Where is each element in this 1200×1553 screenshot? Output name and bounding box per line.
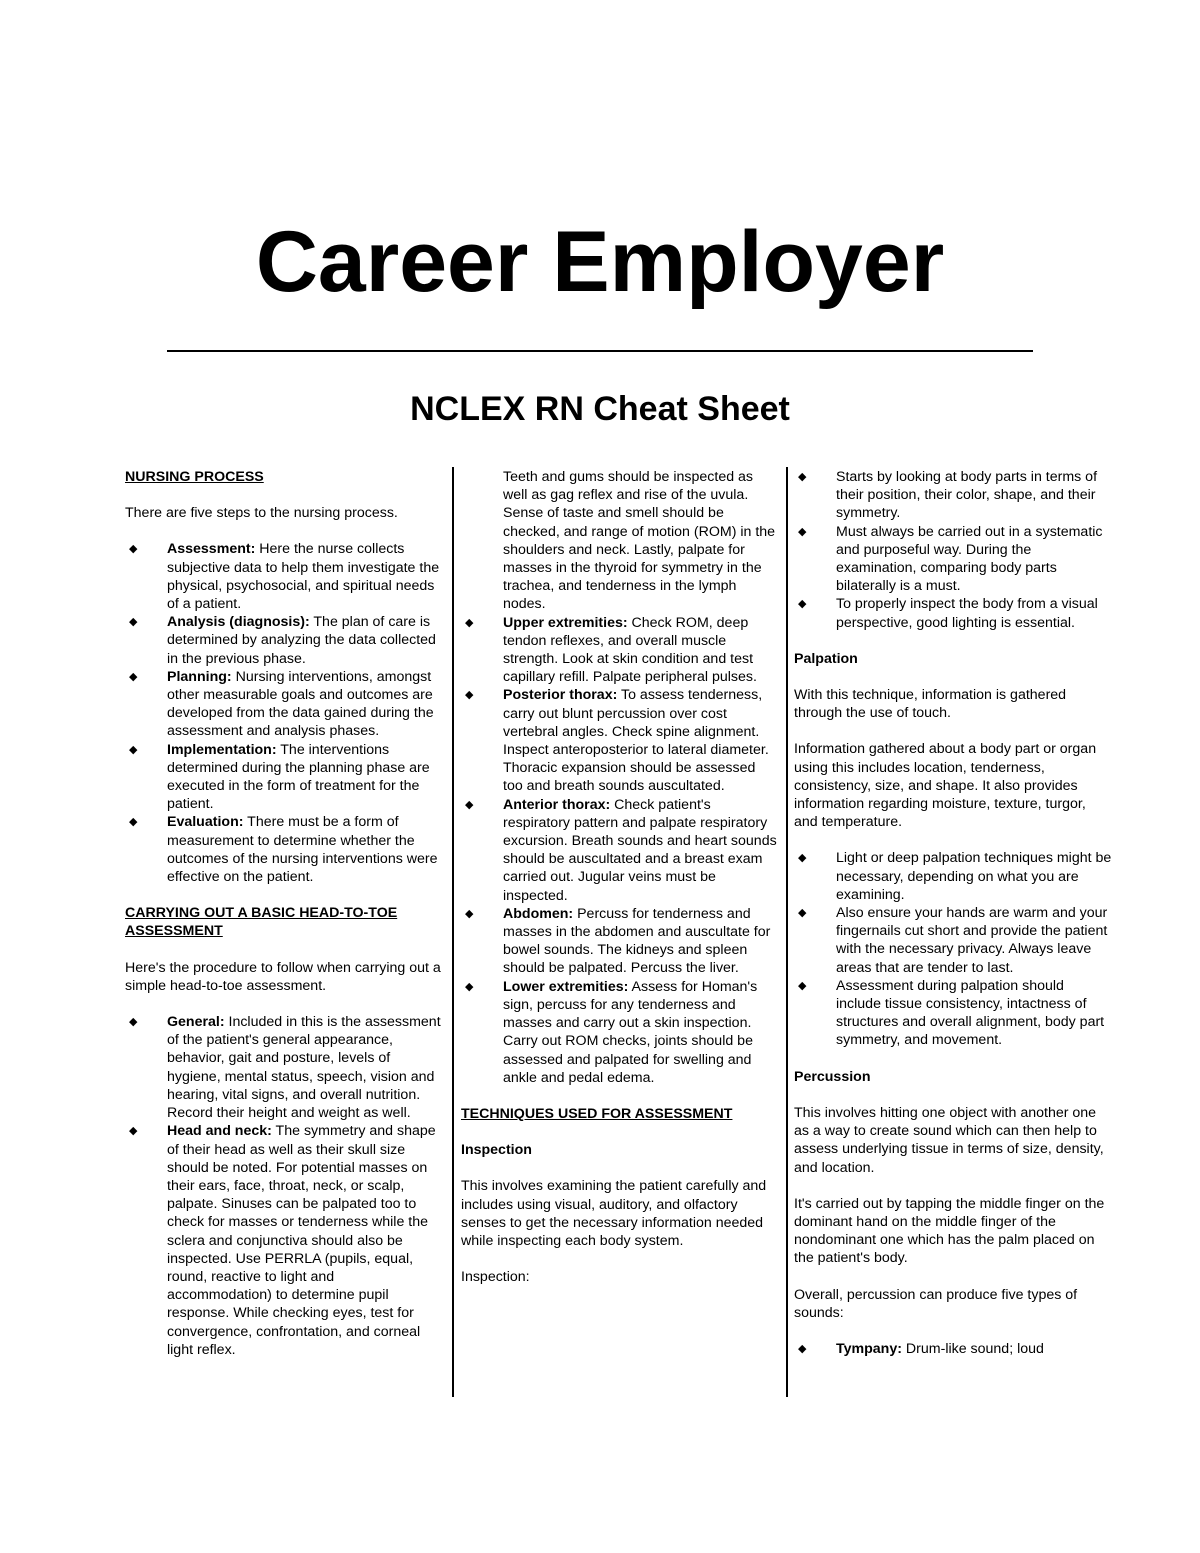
list-item <box>461 614 779 687</box>
item-text: The plan of care is determined by analyzing the data collected in the previous phase. <box>167 614 436 667</box>
list-item <box>794 468 1112 523</box>
percussion-sounds-list <box>794 1340 1112 1358</box>
list-item <box>125 741 443 814</box>
bullet-icon: ◆ <box>798 471 807 483</box>
palpation-list <box>794 849 1112 1049</box>
item-label: Abdomen: <box>503 905 574 922</box>
bullet-icon: ◆ <box>465 980 474 993</box>
column-right <box>794 468 1112 1358</box>
item-label: General: <box>167 1014 225 1031</box>
inspection-list <box>794 468 1112 632</box>
item-label: Tympany: <box>836 1340 902 1357</box>
item-label: Anterior thorax: <box>503 796 611 813</box>
item-text: Included in this is the assessment of the patient's general appearance, behavior, gait and posture, levels of hygiene, mental status, speech, vision and hearing, vital signs, and overall nutrition. Record their height and weight as well. <box>167 1014 441 1122</box>
item-label: Posterior thorax: <box>503 687 618 704</box>
subheading-inspection: Inspection <box>461 1142 532 1159</box>
list-item <box>125 668 443 741</box>
list-item <box>125 1122 443 1359</box>
item-text: There must be a form of measurement to determine whether the outcomes of the nursing interventions were effective on the patient. <box>167 814 438 886</box>
bullet-icon: ◆ <box>465 798 474 811</box>
list-item <box>794 849 1112 904</box>
percussion-paragraph-2: It's carried out by tapping the middle finger on the dominant hand on the middle finger of the nondominant one which has the palm placed on the patient's body. <box>794 1195 1105 1267</box>
item-text: To properly inspect the body from a visual perspective, good lighting is essential. <box>836 596 1098 631</box>
bullet-icon: ◆ <box>798 1342 807 1355</box>
list-item <box>461 905 779 978</box>
column-left <box>125 468 443 1359</box>
item-text: Here the nurse collects subjective data to help them investigate the physical, psychosocial, and spiritual needs of a patient. <box>167 541 440 613</box>
bullet-icon: ◆ <box>798 598 807 611</box>
section-heading-nursing-process: NURSING PROCESS <box>125 469 264 485</box>
item-text: The interventions determined during the planning phase are executed in the form of treatment for the patient. <box>167 741 430 813</box>
list-item <box>794 1340 1112 1358</box>
list-item <box>794 977 1112 1050</box>
inspection-text: This involves examining the patient carefully and includes using visual, auditory, and olfactory senses to get the necessary information needed while inspecting each body system. <box>461 1178 767 1249</box>
bullet-icon: ◆ <box>129 816 138 829</box>
item-label: Upper extremities: <box>503 614 628 631</box>
item-text: Starts by looking at body parts in terms of their position, their color, shape, and their symmetry. <box>836 469 1098 522</box>
list-item <box>794 523 1112 596</box>
item-text: Nursing interventions, amongst other measurable goals and outcomes are developed from the data gained during the assessment and analysis phases. <box>167 668 434 740</box>
head-to-toe-list <box>125 1013 443 1359</box>
item-text: Assessment during palpation should include tissue consistency, intactness of structures and overall alignment, body part symmetry, and movement. <box>836 977 1105 1049</box>
bullet-icon: ◆ <box>129 743 138 756</box>
item-text: Percuss for tenderness and masses in the abdomen and auscultate for bowel sounds. The kidneys and spleen should be palpated. Percuss the liver. <box>503 905 771 977</box>
item-text: To assess tenderness, carry out blunt percussion over cost vertebral angles. Check spine alignment. Inspect anteroposterior to lateral diameter. Thoracic expansion should be assessed too and breath sounds auscultated. <box>503 687 769 795</box>
list-item <box>125 813 443 886</box>
list-item <box>125 540 443 613</box>
palpation-paragraph-1: With this technique, information is gathered through the use of touch. <box>794 687 1067 722</box>
section-heading-techniques: TECHNIQUES USED FOR ASSESSMENT <box>461 1105 733 1122</box>
item-text: Assess for Homan's sign, percuss for any tenderness and masses and carry out a skin inspection. Carry out ROM checks, joints should be assessed and palpated for swelling and ankle and pedal edema. <box>503 978 758 1086</box>
brand-title: Career Employer <box>255 214 945 310</box>
item-label: Head and neck: <box>167 1123 272 1140</box>
item-label: Implementation: <box>167 741 277 758</box>
header-rule <box>167 350 1033 352</box>
bullet-icon: ◆ <box>129 670 138 683</box>
item-label: Assessment: <box>167 541 256 558</box>
column-divider-right <box>786 467 788 1397</box>
item-text: Teeth and gums should be inspected as well as gag reflex and rise of the uvula. Sense of taste and smell should be checked, and range of motion (ROM) in the shoulders and neck. Lastly, palpate for masses in the thyroid for symmetry in the trachea, and tenderness in the lymph nodes. <box>503 469 776 613</box>
bullet-icon: ◆ <box>465 616 474 629</box>
nursing-intro: There are five steps to the nursing process. <box>125 505 398 522</box>
item-label: Evaluation: <box>167 814 244 831</box>
bullet-icon: ◆ <box>465 907 474 920</box>
list-item <box>125 613 443 668</box>
list-item <box>461 686 779 795</box>
item-label: Analysis (diagnosis): <box>167 614 310 631</box>
head-to-toe-list-continued <box>461 468 779 1087</box>
list-item <box>461 796 779 905</box>
item-label: Planning: <box>167 668 232 685</box>
item-text: Must always be carried out in a systematic and purposeful way. During the examination, comparing body parts bilaterally is a must. <box>836 523 1103 595</box>
list-item <box>794 595 1112 631</box>
palpation-paragraph-2: Information gathered about a body part or organ using this includes location, tenderness, consistency, size, and shape. It also provides information regarding moisture, texture, turgor, and temperature. <box>794 741 1097 831</box>
column-divider-left <box>452 467 454 1397</box>
item-text: The symmetry and shape of their head as well as their skull size should be noted. For potential masses on their ears, face, throat, neck, or scalp, palpate. Sinuses can be palpated too to check for masses or tenderness while the sclera and conjunctiva should also be inspected. Use PERRLA (pupils, equal, round, reactive to light and accommodation) to determine pupil response. While checking eyes, test for convergence, confrontation, and corneal light reflex. <box>167 1123 436 1358</box>
percussion-paragraph-3: Overall, percussion can produce five types of sounds: <box>794 1286 1078 1321</box>
list-item-continuation <box>461 468 779 614</box>
item-text: Drum-like sound; loud <box>901 1340 1044 1357</box>
list-item <box>125 1013 443 1122</box>
subheading-palpation: Palpation <box>794 650 858 667</box>
section-heading-head-to-toe: CARRYING OUT A BASIC HEAD-TO-TOE ASSESSMENT <box>125 905 398 940</box>
list-item <box>461 978 779 1087</box>
page-title: NCLEX RN Cheat Sheet <box>410 390 790 428</box>
percussion-paragraph-1: This involves hitting one object with another one as a way to create sound which can then help to assess underlying tissue in terms of size, density, and location. <box>794 1104 1104 1176</box>
head-to-toe-intro: Here's the procedure to follow when carrying out a simple head-to-toe assessment. <box>125 959 441 994</box>
bullet-icon: ◆ <box>129 1016 138 1029</box>
bullet-icon: ◆ <box>129 616 138 629</box>
bullet-icon: ◆ <box>465 689 474 702</box>
column-middle <box>461 468 779 1286</box>
inspection-label: Inspection: <box>461 1269 530 1286</box>
item-text: Light or deep palpation techniques might be necessary, depending on what you are examining. <box>836 850 1112 903</box>
subheading-percussion: Percussion <box>794 1068 871 1085</box>
bullet-icon: ◆ <box>798 525 807 538</box>
bullet-icon: ◆ <box>129 543 138 556</box>
item-text: Check ROM, deep tendon reflexes, and overall muscle strength. Look at skin condition and test capillary refill. Palpate peripheral pulses. <box>503 614 757 686</box>
item-label: Lower extremities: <box>503 978 629 995</box>
list-item <box>794 904 1112 977</box>
item-text: Also ensure your hands are warm and your fingernails cut short and provide the patient with the necessary privacy. Always leave areas that are tender to last. <box>836 905 1108 976</box>
bullet-icon: ◆ <box>798 907 807 920</box>
bullet-icon: ◆ <box>129 1125 138 1138</box>
bullet-icon: ◆ <box>798 979 807 992</box>
bullet-icon: ◆ <box>798 852 807 865</box>
nursing-steps-list <box>125 540 443 886</box>
item-text: Check patient's respiratory pattern and palpate respiratory excursion. Breath sounds and heart sounds should be auscultated and a breast exam carried out. Jugular veins must be inspected. <box>503 796 777 904</box>
